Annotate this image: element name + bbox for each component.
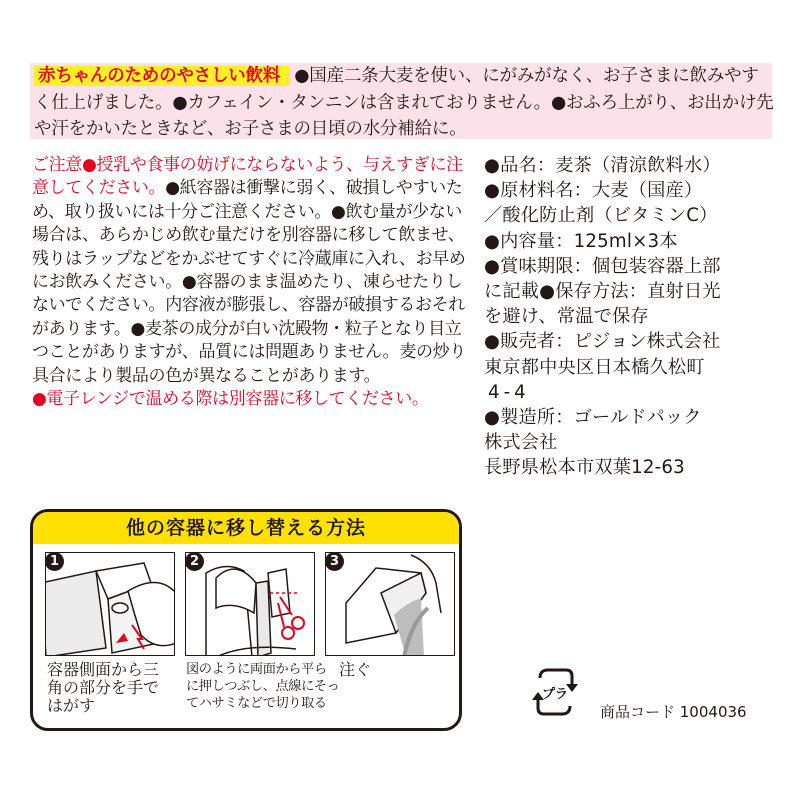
caution-heading: ご注意●授乳や食事の妨げにならないよう、与えすぎに注意してください。 — [32, 155, 463, 199]
spec-line: ●品名：麦茶（清涼飲料水） — [484, 155, 721, 176]
intro-highlight-label: 赤ちゃんのためのやさしい飲料 — [34, 66, 290, 86]
step-2-illustration — [185, 552, 315, 656]
caution-microwave-note: ●電子レンジで温める際は別容器に移してください。 — [32, 389, 429, 410]
step-text-line: 図のように両面から平ら — [186, 662, 327, 677]
spec-line: ●製造所：ゴールドパック — [484, 407, 702, 429]
caution-body: ●紙容器は衝撃に弱く、破損しやすいため、取り扱いには十分ご注意ください。●飲む量が少ない場合は、あらかじめ飲む量だけを別容器に移して飲ませ、残りはラップなどをかぶせてすぐに冷蔵庫に入れ、お早めにお飲みください。●容器のまま温めたり、凍らせたりしないでください。内容液が膨張し、容器が破損するおそれがあります。●麦茶の成分が白い沈殿物・粒子となり目立つことがありますが、品質には問題ありません。麦の炒り具合により製品の色が異なることがあります。 — [32, 178, 466, 386]
spec-line: ●内容量：125ml×3本 — [484, 230, 678, 252]
step-2-text — [186, 661, 339, 712]
step-text-line: 注ぐ — [339, 660, 372, 679]
spec-line: ／酸化防止剤（ビタミンC） — [484, 205, 718, 227]
step-1-illustration — [45, 552, 175, 656]
product-code: 商品コード 1004036 — [600, 703, 747, 721]
spec-line: ●販売者：ピジョン株式会社 — [484, 331, 721, 353]
carton-cut-illustration — [186, 553, 315, 656]
step-number: 1 — [45, 552, 64, 571]
spec-line: 東京都中央区日本橋久松町 — [484, 356, 705, 378]
spec-line: ●原材料名：大麦（国産） — [484, 180, 703, 202]
carton-peel-illustration — [46, 553, 175, 656]
step-number: 3 — [325, 552, 344, 571]
step-text-line: はがす — [47, 696, 96, 715]
spec-line: 長野県松本市双葉12-63 — [484, 457, 685, 479]
pouring-illustration — [326, 553, 455, 656]
spec-line: 4-4 — [488, 381, 530, 403]
step-text-line: 角の部分を手で — [47, 678, 160, 697]
step-3-illustration — [325, 552, 455, 656]
intro-description: ●国産二条大麦を使い、にがみがなく、お子さまに飲みやすく仕上げました。●カフェイン・タンニンは含まれておりません。●おふろ上がり、お出かけ先や汗をかいたときなど、お子さまの日頃の水分補給に。 — [34, 66, 774, 139]
spec-line: 株式会社 — [484, 432, 558, 454]
spec-line: に記載●保存方法：直射日光 — [484, 281, 721, 303]
transfer-instructions-box — [30, 509, 462, 731]
recycle-mark-label: プラ — [541, 687, 569, 702]
step-number: 2 — [185, 552, 204, 571]
step-text-line: に押しつぶし、点線にそっ — [186, 679, 340, 694]
spec-line: ●賞味期限：個包装容器上部 — [484, 255, 721, 277]
intro-text-block — [34, 63, 774, 143]
step-text-line: 容器側面から三 — [47, 660, 160, 679]
step-1-text — [47, 661, 159, 715]
transfer-instructions-title: 他の容器に移し替える方法 — [33, 512, 459, 544]
step-3-text — [339, 661, 371, 679]
step-text-line: てハサミなどで切り取る — [186, 696, 327, 711]
spec-line: を避け、常温で保存 — [484, 306, 649, 328]
product-spec-block — [484, 153, 774, 481]
caution-section — [32, 154, 472, 411]
plastic-recycle-mark-icon — [532, 664, 578, 720]
